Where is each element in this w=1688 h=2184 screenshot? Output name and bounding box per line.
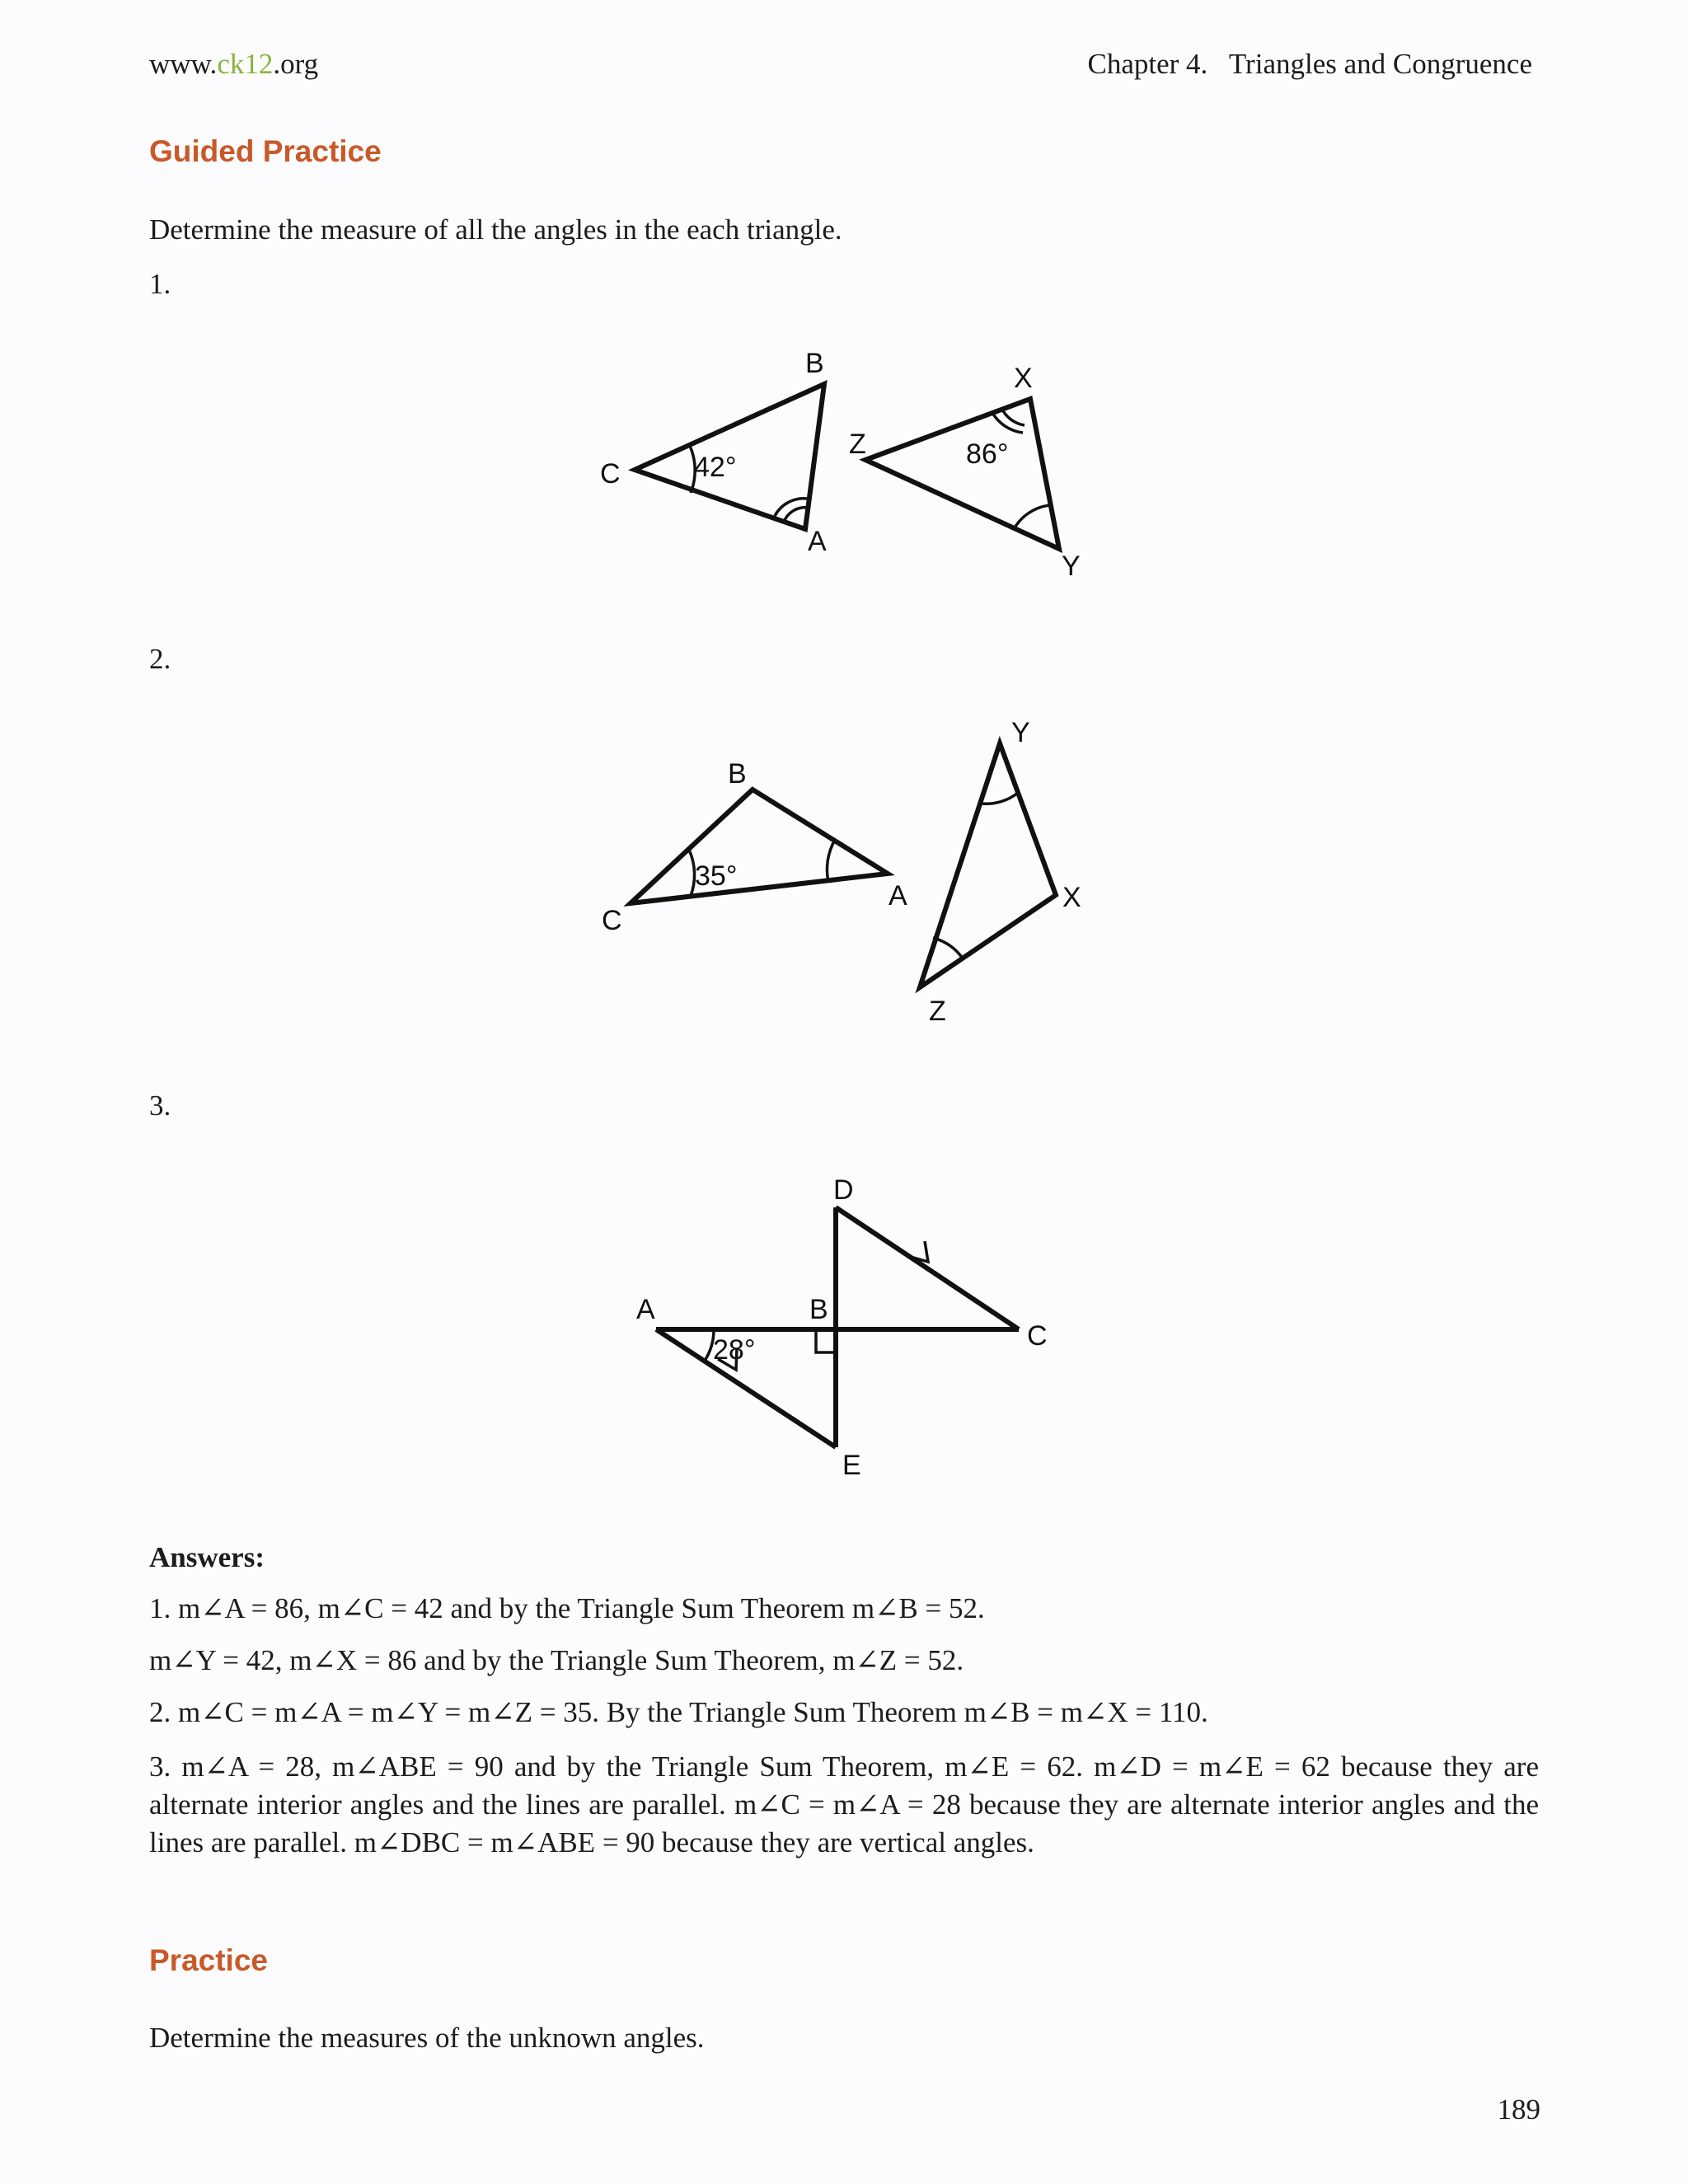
label-y: Y: [1011, 717, 1030, 748]
label-x: X: [1062, 882, 1081, 913]
figure-2-triangles: [577, 709, 1137, 1038]
label-e: E: [842, 1450, 861, 1481]
angle-c-value: 35°: [695, 860, 738, 892]
right-angle-mark: [816, 1329, 836, 1352]
page-number: 189: [1497, 2093, 1540, 2125]
url-suffix: .org: [273, 48, 319, 80]
label-b: B: [805, 348, 824, 379]
label-y: Y: [1062, 551, 1081, 582]
angle-arc-a-2: [827, 840, 835, 882]
answer-line-2: m∠Y = 42, m∠X = 86 and by the Triangle Sum Theorem, m∠Z = 52.: [149, 1644, 964, 1676]
answer-paragraph-3: 3. m∠A = 28, m∠ABE = 90 and by the Triangle Sum Theorem, m∠E = 62. m∠D = m∠E = 62 because they are alternate interior angles and the lines are parallel. m∠C = m∠A = 28 because they are alternate interior angles and the lines are parallel. m∠DBC = m∠ABE = 90 because they are vertical angles.: [149, 1750, 1539, 1858]
guided-practice-heading: Guided Practice: [149, 134, 382, 168]
url-prefix: www.: [149, 48, 218, 80]
header-url[interactable]: [149, 48, 318, 81]
angle-c-value: 42°: [694, 452, 737, 483]
item-number-2: 2.: [149, 643, 171, 675]
label-a: A: [636, 1294, 655, 1325]
guided-intro: Determine the measure of all the angles in the each triangle.: [149, 213, 842, 246]
label-d: D: [833, 1174, 854, 1206]
label-z: Z: [849, 429, 866, 460]
triangle-abc-2: [631, 790, 888, 903]
triangle-xyz-2: [920, 743, 1056, 987]
label-b: B: [809, 1294, 828, 1325]
label-c: C: [600, 458, 621, 490]
label-c: C: [602, 905, 622, 936]
figure-3-bowtie: [577, 1154, 1137, 1500]
answer-line-3: 2. m∠C = m∠A = m∠Y = m∠Z = 35. By the Triangle Sum Theorem m∠B = m∠X = 110.: [149, 1696, 1208, 1728]
triangle-xyz: [865, 399, 1059, 549]
label-a: A: [889, 880, 907, 912]
url-brand: ck12: [217, 48, 274, 80]
practice-heading: Practice: [149, 1943, 268, 1977]
label-c: C: [1027, 1320, 1048, 1352]
segment-dc: [836, 1207, 1019, 1329]
answer-line-1: 1. m∠A = 86, m∠C = 42 and by the Triangle Sum Theorem m∠B = 52.: [149, 1592, 985, 1624]
chapter-title: Chapter 4. Triangles and Congruence: [1087, 48, 1532, 80]
answers-heading: Answers:: [149, 1541, 265, 1573]
item-number-1: 1.: [149, 268, 171, 300]
angle-x-value: 86°: [966, 438, 1009, 470]
figure-1-triangles: [577, 330, 1137, 593]
practice-intro: Determine the measures of the unknown angles.: [149, 2022, 705, 2054]
angle-arc-y-2: [982, 793, 1018, 804]
label-b: B: [728, 758, 747, 790]
item-number-3: 3.: [149, 1090, 171, 1122]
angle-a-value: 28°: [713, 1334, 756, 1366]
angle-arc-y: [1014, 505, 1050, 529]
angle-arc-c-2: [689, 850, 695, 896]
label-z: Z: [929, 996, 946, 1027]
label-x: X: [1014, 363, 1033, 394]
label-a: A: [808, 526, 827, 557]
